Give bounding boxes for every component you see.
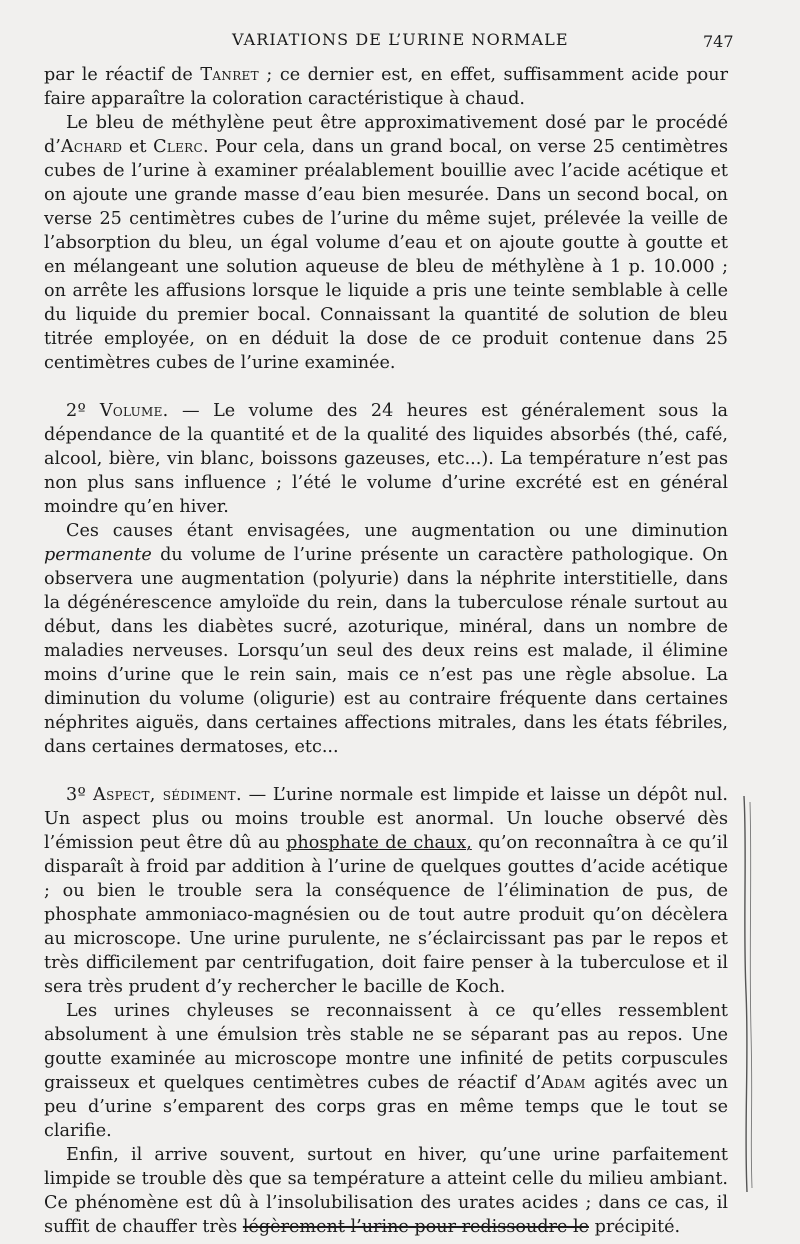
paragraph-text: Le volume des 24 heures est généralement sous la dépendance de la quantité et de la qualité des liquides absorbés (thé, café, alcool, bière, vin blanc, boissons gazeuses, etc...). La température n’est pas non plus sans influence ; l’été le volume d’urine excrété est en général moindre qu’en hiver.: [44, 401, 729, 517]
paragraph-text: . Pour cela, dans un grand bocal, on verse 25 centimètres cubes de l’urine à examiner préalablement bouillie avec l’acide acétique et on ajoute une grande masse d’eau bien mesurée. Dans un second bocal, on verse 25 centimètres cubes de l’urine du même sujet, prélevée la veille de l’absorption du bleu, un égal volume d’eau et on ajoute goutte à goutte et en mélangeant une solution aqueuse de bleu de méthylène à 1 p. 10.000 ; on arrête les affusions lorsque le liquide a pris une teinte semblable à celle du liquide du premier bocal. Connaissant la quantité de solution de bleu titrée employée, on en déduit la dose de ce produit contenue dans 25 centimètres cubes de l’urine examinée.: [44, 137, 728, 373]
running-title: VARIATIONS DE L’URINE NORMALE: [232, 30, 569, 49]
section-heading-aspect: 3º Aspect, sédiment.: [66, 785, 242, 805]
author-name: Clerc: [153, 137, 203, 157]
paragraph-methylene-blue: [44, 111, 728, 375]
author-name: Achard: [60, 137, 123, 157]
emphasis-permanente: permanente: [44, 545, 152, 565]
section-volume-paragraph: 2º Volume. — Le volume des 24 heures est généralement sous la dépendance de la quantité et de la qualité des liquides absorbés (thé, café, alcool, bière, vin blanc, boissons gazeuses, etc...). La température n’est pas non plus sans influence ; l’été le volume d’urine excrété est en général moindre qu’en hiver.: [44, 401, 729, 517]
section-heading-volume: 2º Volume.: [66, 401, 169, 421]
paragraph-tanret: [44, 63, 728, 111]
paragraph-urates: Enfin, il arrive souvent, surtout en hiver, qu’une urine parfaitement limpide se trouble dès que sa température a atteint celle du milieu ambiant. Ce phénomène est dû à l’insolubilisation des urates acides ; dans ce cas, il suffit de chauffer très légèrement l’urine pour redissoudre le précipité.: [44, 1145, 728, 1237]
paragraph-chylous-urine: Les urines chyleuses se reconnaissent à ce qu’elles ressemblent absolument à une émulsion très stable ne se séparant pas au repos. Une goutte examinée au microscope montre une infinité de petits corpuscules graisseux et quelques centimètres cubes de réactif d’Adam agités avec un peu d’urine s’emparent des corps gras en même temps que le tout se clarifie.: [44, 1001, 728, 1141]
section-aspect-paragraph: 3º Aspect, sédiment. — L’urine normale est limpide et laisse un dépôt nul. Un aspect plus ou moins trouble est anormal. Un louche observé dès l’émission peut être dû au phosphate de chaux, qu’on reconnaîtra à ce qu’il disparaît à froid par addition à l’urine de quelques gouttes d’acide acétique ; ou bien le trouble sera la conséquence de l’élimination de pus, de phosphate ammoniaco-magnésien ou de tout autre produit qu’on décèlera au microscope. Une urine purulente, ne s’éclaircissant pas par le repos et très difficilement par centrifugation, doit faire penser à la tuberculose et il sera très prudent d’y rechercher le bacille de Koch.: [44, 785, 729, 997]
paragraph-text: Le bleu de méthylène peut être approximativement dosé par le procédé d’: [44, 113, 728, 157]
struck-phrase: légèrement l’urine pour redissoudre le: [242, 1217, 590, 1237]
page-body: [44, 63, 728, 1239]
paragraph-text: et: [122, 137, 154, 157]
author-name: Tanret: [200, 65, 259, 85]
paragraph-text: par le réactif de Tanret ; ce dernier est, en effet, suffisamment acide pour faire apparaître la coloration caractéristique à chaud.: [44, 65, 728, 109]
paragraph-volume-pathology: Ces causes étant envisagées, une augmentation ou une diminution permanente du volume de l’urine présente un caractère pathologique. On observera une augmentation (polyurie) dans la néphrite interstitielle, dans la dégénérescence amyloïde du rein, dans la tuberculose rénale surtout au début, dans les diabètes sucré, azoturique, minéral, dans un nombre de maladies nerveuses. Lorsqu’un seul des deux reins est malade, il élimine moins d’urine que le rein sain, mais ce n’est pas une règle absolue. La diminution du volume (oligurie) est au contraire fréquente dans certaines néphrites aiguës, dans certaines affections mitrales, dans les états fébriles, dans certaines dermatoses, etc...: [44, 521, 728, 757]
underlined-phrase: phosphate de chaux,: [286, 833, 472, 853]
author-name: Adam: [541, 1073, 586, 1093]
page-header: [0, 26, 800, 56]
page-number: 747: [703, 32, 734, 51]
margin-pencil-line: [738, 792, 756, 1198]
